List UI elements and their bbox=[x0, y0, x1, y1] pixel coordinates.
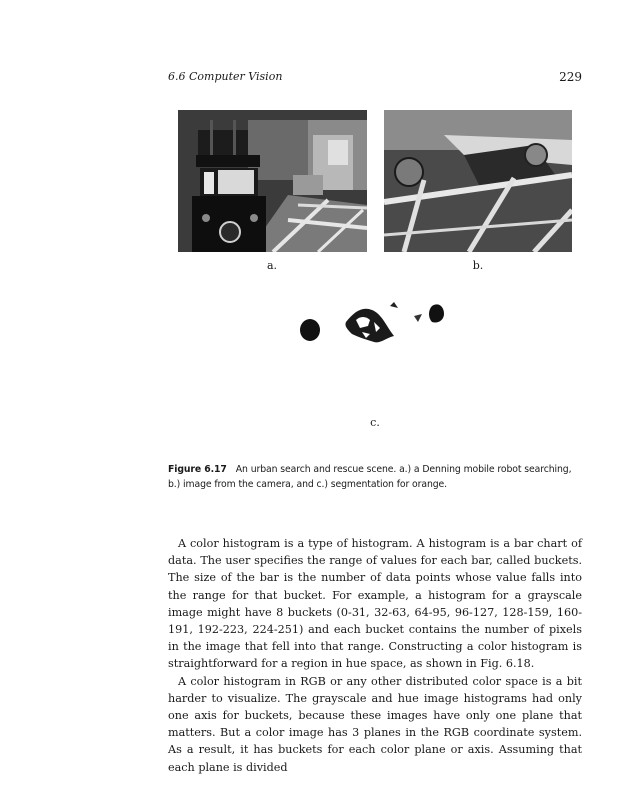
page-number: 229 bbox=[559, 70, 582, 84]
panel-c-label: c. bbox=[370, 416, 380, 429]
panel-b-label: b. bbox=[472, 259, 484, 272]
paragraph: A color histogram in RGB or any other distributed color space is a bit harder to visualize. The grayscale and hue image histograms had only one axis for buckets, because these images have only one plane that matters. But a color image has 3 planes in the RGB coordinate system. As a result, it has buckets for each color plane or axis. Assuming that each plane is divided bbox=[168, 674, 582, 774]
camera-view-image bbox=[384, 110, 572, 252]
figure-number: Figure 6.17 bbox=[168, 464, 227, 475]
robot-photo bbox=[178, 110, 367, 252]
section-title: 6.6 Computer Vision bbox=[168, 70, 283, 83]
camera-image-photo bbox=[384, 110, 572, 252]
panel-a-label: a. bbox=[266, 259, 278, 272]
segmentation-image bbox=[290, 292, 450, 356]
robot-scene-image bbox=[178, 110, 367, 252]
paragraph: A color histogram is a type of histogram. A histogram is a bar chart of data. The user specifies the range of values for each bar, called buckets. The size of the bar is the number of data points whose value falls into the range for that bucket. For example, a histogram for a grayscale image might have 8 buckets (0-31, 32-63, 64-95, 96-127, 128-159, 160-191, 192-223, 224-251) and each bucket contains the number of pixels in the image that fell into that range. Constructing a color histogram is straightforward for a region in hue space, as shown in Fig. 6.18. bbox=[168, 537, 582, 671]
caption-text: An urban search and rescue scene. a.) a Denning mobile robot searching, b.) image from the camera, and c.) segmentation for orange. bbox=[168, 464, 572, 490]
orange-segmentation-blobs bbox=[290, 292, 450, 356]
body-text bbox=[168, 535, 582, 776]
running-header bbox=[168, 70, 582, 90]
figure-caption bbox=[168, 462, 582, 492]
